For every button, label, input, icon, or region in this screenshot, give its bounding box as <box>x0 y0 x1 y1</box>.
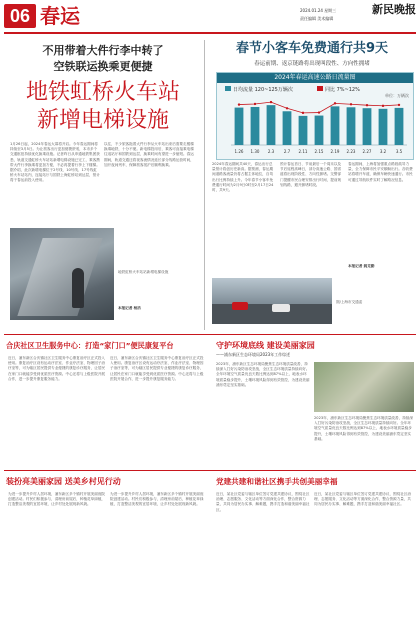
bar <box>363 108 372 145</box>
masthead-rule <box>4 32 416 34</box>
units-label: 单位：万辆次 <box>385 93 409 98</box>
bar <box>299 116 308 145</box>
bottom-right-headline: 守护环境底线 建设美丽家园 <box>216 341 315 350</box>
line-point <box>350 103 352 105</box>
tick-label: 2.23 <box>346 149 356 154</box>
left-body-col1: 1月26日起，2024年春运大幕将开启。今年春运期间将持续至3月5日。为让旅客出行更加便捷舒适，本市多个交通枢纽持续优化换乘设施。记者昨日从申通地铁集团获悉，轨道交通虹桥火车站站新增电梯设施已完工，乘客携带大件行李换乘将更加方便，不必再提着行李上下楼梯。据介绍，此次新增电梯位于2号线、10号线、17号线虹桥火车站站内，连接站厅与国铁上海虹桥站到达层，预计将于春运前投入使用。 <box>10 142 100 183</box>
left-photo-caption: 地铁虹桥火车站站新增电梯设施 <box>118 270 169 274</box>
left-headline-line1: 地铁虹桥火车站 <box>25 80 180 105</box>
left-headline-line2: 新增电梯设施 <box>36 108 169 133</box>
line-point <box>398 104 400 106</box>
bottom-right-body-b: 2023年，浦东新区生态环境局聚焦生态环境质量改善，持续深入打好污染防治攻坚战，全区生态环境质量持续向好。全年环境空气质量优良天数比例达到87%以上，地表水环境质量稳步提升，土壤环境风险得到有效管控，为建设美丽浦东奠定坚实基础。 <box>314 416 413 441</box>
tick-label: 1.30 <box>250 149 260 154</box>
car-shape-2 <box>272 304 290 312</box>
bottom-left2-body-b: 为进一步提升乡村人居环境，浦东新区多个镇村开展美丽庭院创建活动。村民们积极参与，清理房前屋后，种植花草绿植，打造整洁美观的宜居环境，让乡村处处展现新风貌。 <box>110 492 204 507</box>
section-title: 春运 <box>40 4 80 28</box>
bottom-left2-body-a: 为进一步提升乡村人居环境，浦东新区多个镇村开展美丽庭院创建活动。村民们积极参与，清理房前屋后，种植花草绿植，打造整洁美观的宜居环境，让乡村处处展现新风貌。 <box>8 492 106 507</box>
tick-label: 2.19 <box>330 149 340 154</box>
tick-label: 1.26 <box>234 149 244 154</box>
passenger-shape <box>72 268 84 308</box>
bottom-left-body-b: 近日，浦东新区合庆镇社区卫生服务中心康复治疗区正式投入使用。康复治疗区设有运动疗法室、作业疗法室、物理因子治疗室等，可为辖区居民提供专业便捷的康复诊疗服务，让居民在家门口就能享受到优质医疗资源。中心还将与上级医院开展合作，进一步提升康复服务能力。 <box>110 356 204 381</box>
legend-swatch <box>225 86 231 91</box>
line-point <box>302 112 304 114</box>
tick-label: 2.27 <box>362 149 372 154</box>
legend-label: 同比 7%~12% <box>325 87 360 93</box>
bar <box>379 109 388 145</box>
left-kicker-line2: 空铁联运换乘更便捷 <box>53 60 153 73</box>
chart-title: 2024年春运高速公路日流量图 <box>217 73 413 83</box>
bottom-right-body-a: 2023年，浦东新区生态环境局聚焦生态环境质量改善，持续深入打好污染防治攻坚战，全区生态环境质量持续向好。全年环境空气质量优良天数比例达到87%以上，地表水环境质量稳步提升，土壤环境风险得到有效管控，为建设美丽浦东奠定坚实基础。 <box>216 362 310 387</box>
line-point <box>254 103 256 105</box>
bar <box>347 107 356 145</box>
escalator-shape <box>17 238 102 316</box>
car-shape <box>232 302 248 310</box>
tick-label: 2.7 <box>283 149 291 154</box>
legend-label: 日均流量 120~125万辆次 <box>233 87 293 93</box>
bar <box>331 106 340 145</box>
bar <box>267 105 276 145</box>
line-point <box>366 104 368 106</box>
line-point <box>270 101 272 103</box>
page-number-badge <box>4 4 36 28</box>
bottom-left-body-a: 近日，浦东新区合庆镇社区卫生服务中心康复治疗区正式投入使用。康复治疗区设有运动疗法室、作业疗法室、物理因子治疗室等，可为辖区居民提供专业便捷的康复诊疗服务，让居民在家门口就能享受到优质医疗资源。中心还将与上级医院开展合作，进一步提升康复服务能力。 <box>8 356 106 381</box>
tick-label: 2.3 <box>267 149 275 154</box>
date-line: 2024.01.24 星期三 <box>300 8 337 13</box>
bottom-right-photo <box>314 362 414 412</box>
left-byline: 本报记者 杨洁 <box>118 306 141 310</box>
legend-swatch <box>317 86 323 91</box>
line-point <box>238 103 240 105</box>
bar <box>251 107 260 145</box>
line-point <box>334 102 336 104</box>
left-kicker-line1: 不用带着大件行李中转了 <box>42 44 164 57</box>
editor-line: 责任编辑 美术编辑 <box>300 16 334 21</box>
line-point <box>382 105 384 107</box>
line-point <box>286 107 288 109</box>
bottom-right2-body-a: 近日，某社区党委与辖区单位签订党建共建协议，围绕社区治理、志愿服务、文化活动等方面深化合作，整合资源力量，共同为居民办实事、解难题，携手打造和谐美丽幸福社区。 <box>216 492 310 512</box>
tick-label: 3.2 <box>379 149 387 154</box>
section-rule-2 <box>4 470 416 471</box>
vertical-divider <box>204 40 205 330</box>
bar <box>283 111 292 145</box>
traffic-chart <box>216 72 414 160</box>
line-point <box>318 111 320 113</box>
right-photo <box>212 278 332 324</box>
tick-label: 3.5 <box>395 149 403 154</box>
left-photo <box>10 228 114 320</box>
tick-label: 2.11 <box>298 149 308 154</box>
bottom-right-subhead: ——浦东新区生态环境局2023年工作综述 <box>216 352 291 357</box>
left-body-col2: 以往，不少旅客拖着大件行李从火车站出来后需要走楼梯换乘地铁，十分不便。新电梯投用后，乘客可直接乘电梯往返站厅和国铁到达层，换乘时间有望进一步缩短。春运期间，轨道交通还将视客流情况延长部分线路运营时间，加开夜间列车，保障旅客抵沪后顺利换乘。 <box>104 142 194 167</box>
bottom-left2-headline: 装扮亮美丽家园 送美乡村见行动 <box>6 477 121 486</box>
series-line <box>239 102 399 113</box>
masthead-logo: 新民晚报 <box>372 3 416 16</box>
right-byline: 本报记者 姚克勤 <box>348 264 375 268</box>
bottom-right2-headline: 党建共建和谐社区携手共创美丽幸福 <box>216 477 338 486</box>
bar <box>235 108 244 145</box>
right-editor: 图/上海市交通委 <box>336 300 363 304</box>
bottom-right2-body-b: 近日，某社区党委与辖区单位签订党建共建协议，围绕社区治理、志愿服务、文化活动等方面深化合作，整合资源力量，共同为居民办实事、解难题，携手打造和谐美丽幸福社区。 <box>314 492 412 507</box>
section-rule <box>4 334 416 335</box>
bottom-left-headline: 合庆社区卫生服务中心：打造“家门口”便民康复平台 <box>6 341 174 350</box>
chart-plot <box>217 83 413 157</box>
right-headline: 春节小客车免费通行共9天 <box>235 41 389 56</box>
bar <box>395 108 404 145</box>
page-number: 06 <box>9 6 31 26</box>
right-body-col1: 2024年春运期间共40天，春运出行总量预计将创历史新高。据预测，春运期间道路客流量仍将占据主体地位，自驾出行比例持续上升。今年春节小客车免费通行时间为2月9日0时至2月17日24时，共9天。 <box>212 162 274 193</box>
right-body-col2: 预计春运首日、节前最后一个周末以及节后返程高峰日，部分高速公路、国省道将出现阶段性、方向性拥堵。交警部门提醒市民合理安排出行时间，提前规划线路，避开拥堵时段。 <box>280 162 342 187</box>
right-subhead: 春运前期、返京链路将出现叫段性、方向性拥堵 <box>254 61 370 67</box>
right-body-col3: 春运期间，上海将加强重点路段疏导力量，全力保障市民平安顺畅出行。各收费站将增开车道，确保车辆快速通行。市民可通过导航软件实时了解路况信息。 <box>348 162 413 182</box>
tick-label: 2.15 <box>314 149 324 154</box>
bar <box>315 116 324 145</box>
